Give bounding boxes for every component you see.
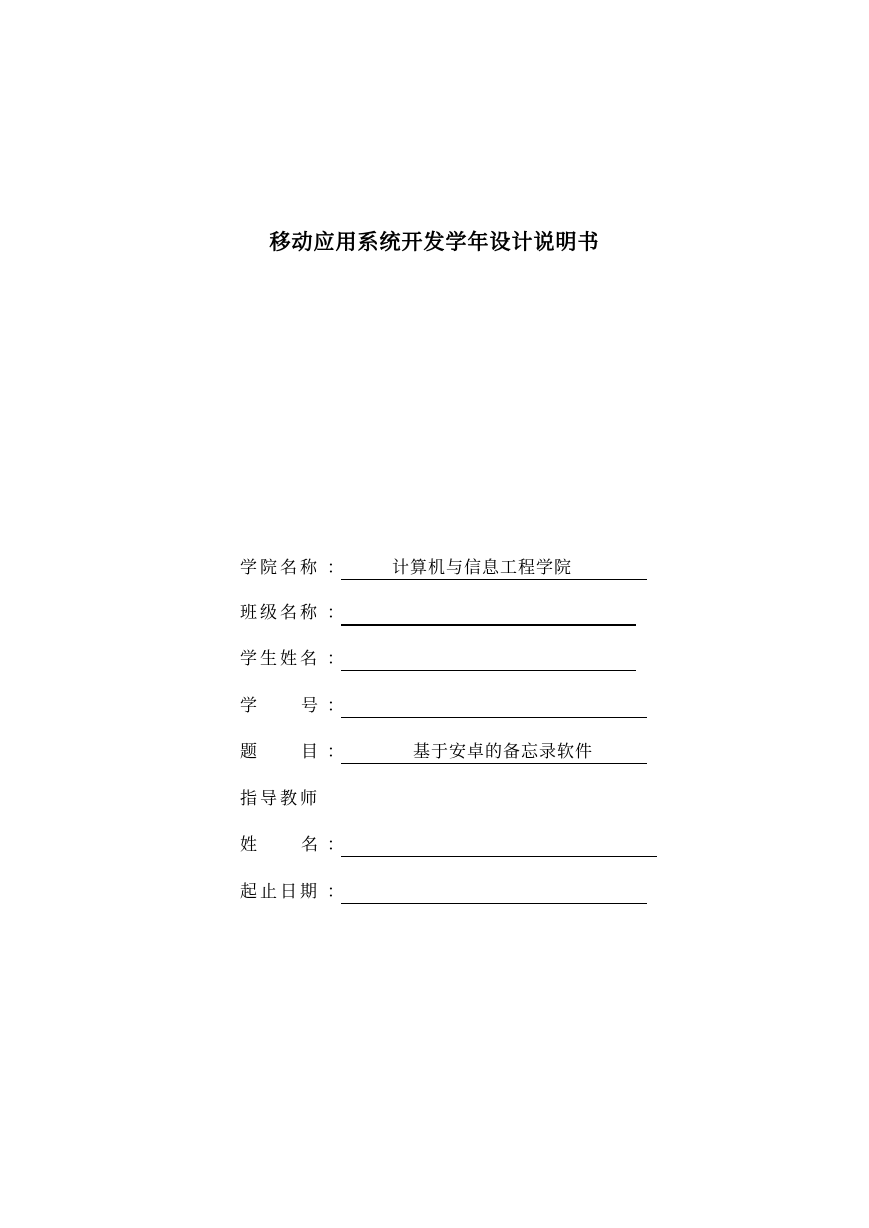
student-name-colon: ：	[327, 649, 344, 669]
class-field	[341, 600, 636, 626]
dates-field	[341, 879, 647, 904]
college-value: 计算机与信息工程学院	[392, 558, 572, 578]
topic-label-b: 目	[301, 742, 318, 762]
college-label: 学院名称	[240, 558, 320, 578]
document-title: 移动应用系统开发学年设计说明书	[269, 230, 600, 254]
topic-label	[240, 739, 318, 765]
advisor-name-field	[341, 832, 657, 857]
college-colon: ：	[327, 558, 344, 578]
student-id-colon: ：	[327, 696, 344, 716]
student-name-field	[341, 646, 636, 671]
topic-colon: ：	[327, 742, 344, 762]
student-id-field	[341, 693, 647, 718]
advisor-name-label-b: 名	[301, 835, 318, 855]
dates-label: 起止日期	[240, 882, 320, 902]
dates-colon: ：	[327, 882, 344, 902]
advisor-name-label-a: 姓	[240, 835, 257, 855]
student-name-label: 学生姓名	[240, 649, 320, 669]
advisor-name-colon: ：	[327, 835, 344, 855]
student-id-label-b: 号	[301, 696, 318, 716]
class-colon: ：	[327, 603, 344, 623]
student-id-label-a: 学	[240, 696, 257, 716]
topic-field	[341, 739, 647, 764]
advisor-name-label	[240, 832, 318, 858]
advisor-label: 指导教师	[240, 789, 320, 809]
college-field	[341, 555, 647, 580]
class-label: 班级名称	[240, 603, 320, 623]
student-id-label	[240, 693, 318, 719]
topic-label-a: 题	[240, 742, 257, 762]
topic-value: 基于安卓的备忘录软件	[413, 742, 593, 762]
